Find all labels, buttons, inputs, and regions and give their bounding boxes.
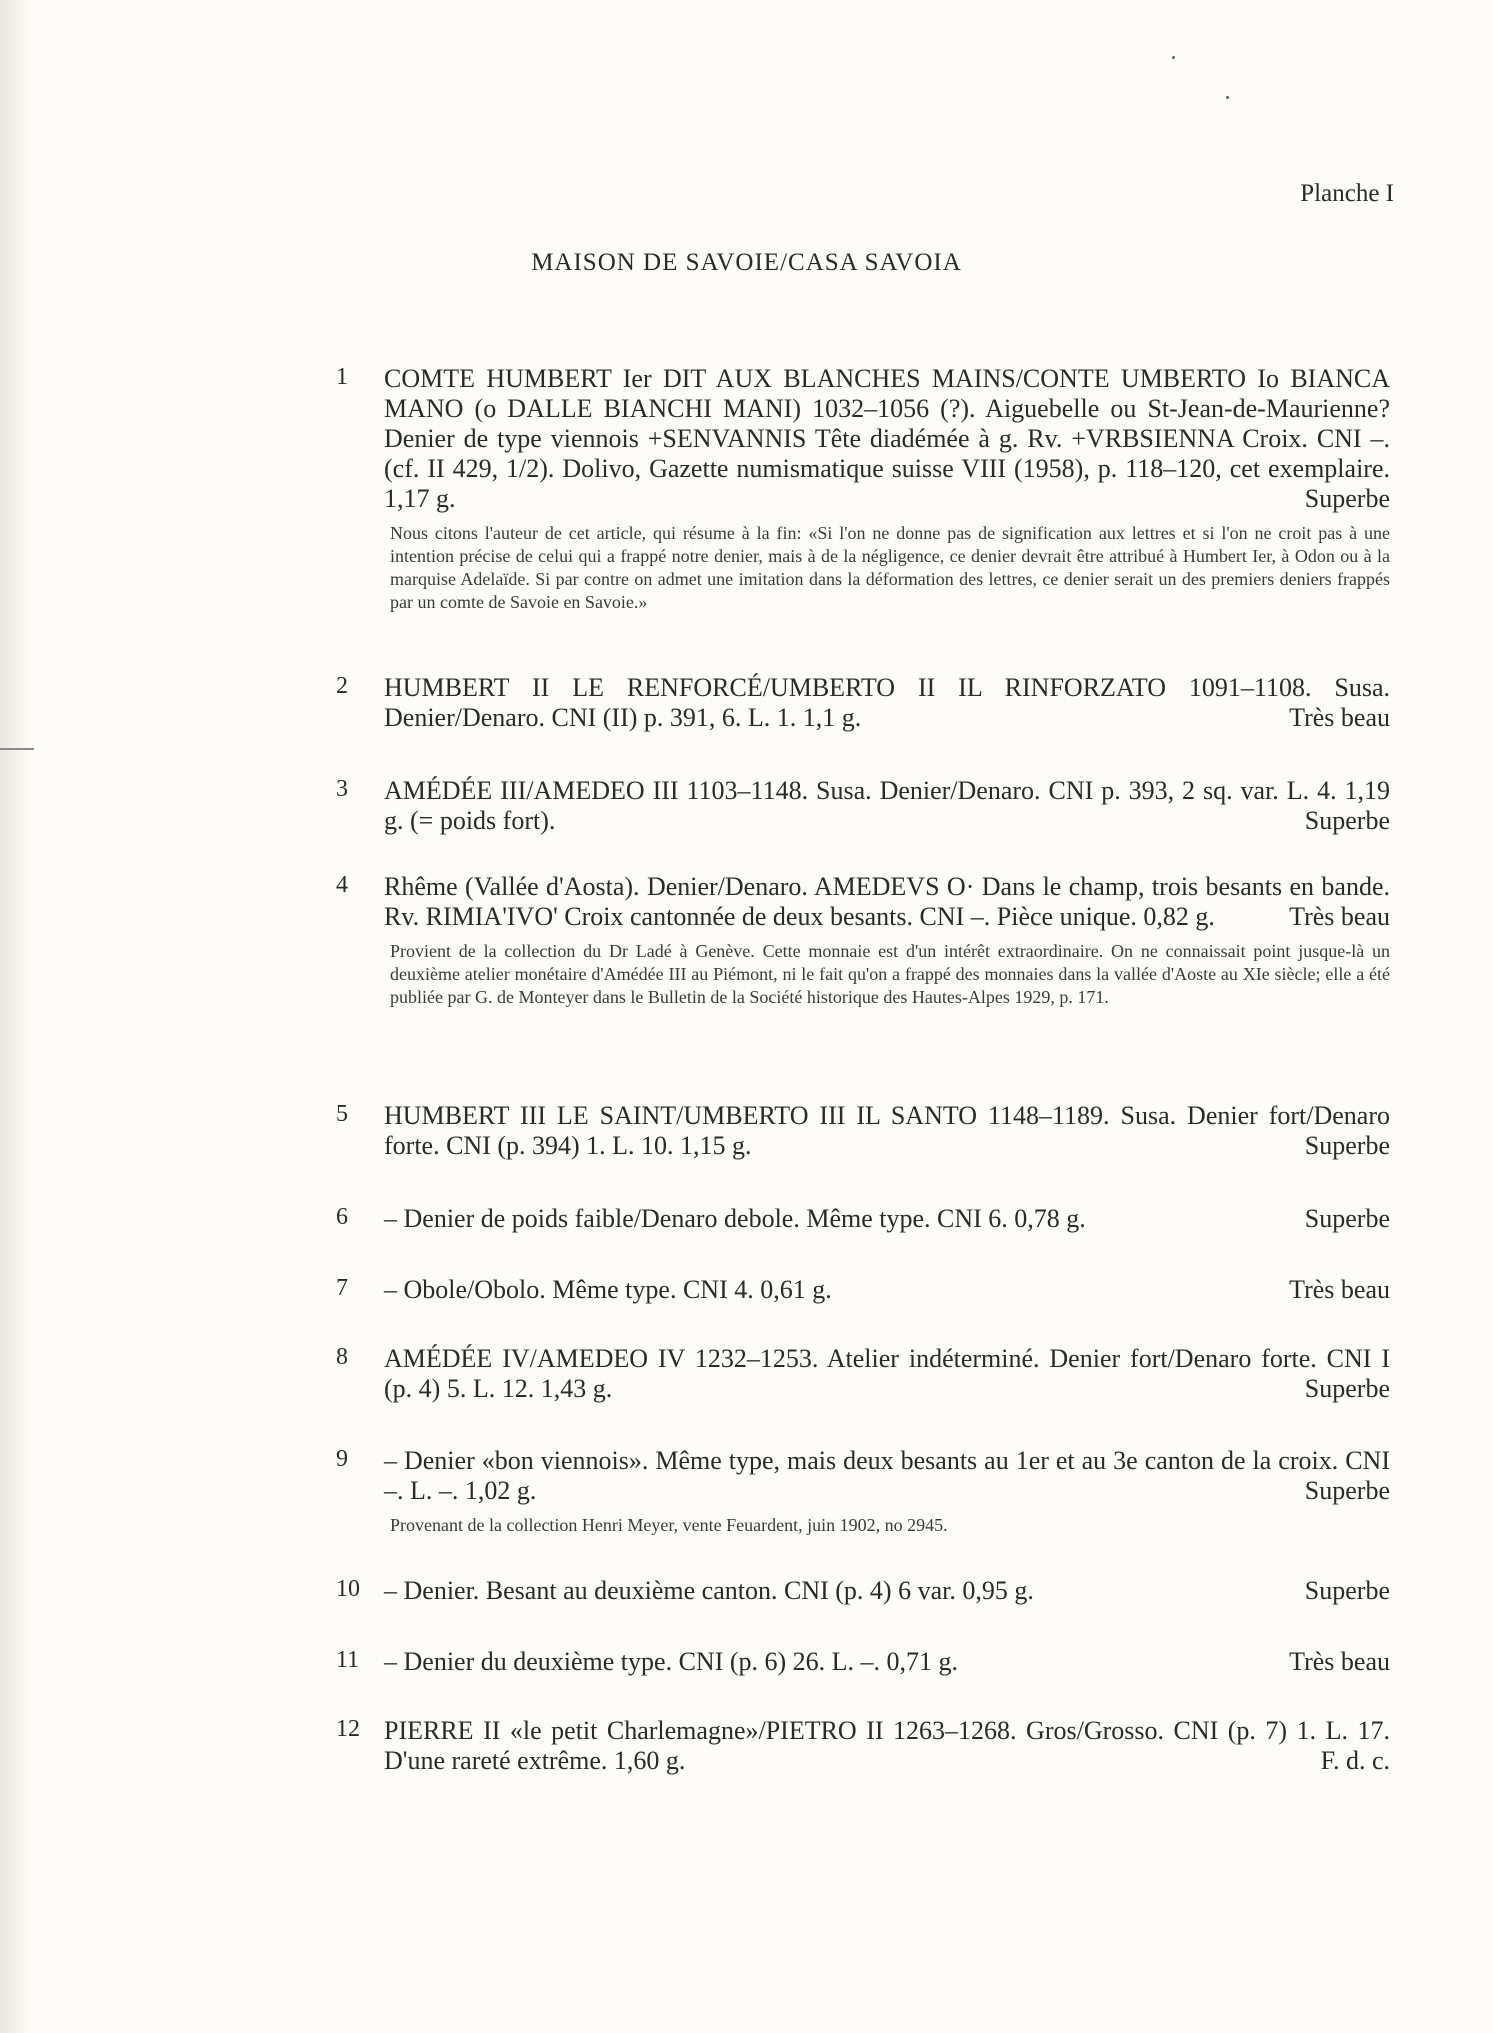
entry-description: – Denier. Besant au deuxième canton. CNI (p. 4) 6 var. 0,95 g. Superbe: [384, 1576, 1390, 1605]
plate-label: Planche I: [1300, 180, 1394, 207]
grade: Très beau: [1289, 1275, 1390, 1304]
catalog-entry-3: [336, 776, 1390, 836]
catalog-entry-12: [336, 1716, 1390, 1776]
entry-description: COMTE HUMBERT Ier DIT AUX BLANCHES MAINS/CONTE UMBERTO Io BIANCA MANO (o DALLE BIANCHI MANI) 1032–1056 (?). Aiguebelle ou St-Jean-de-Maurienne? Denier de type viennois +SENVANNIS Tête diadémée à g. Rv. +VRBSIENNA Croix. CNI –. (cf. II 429, 1/2). Dolivo, Gazette numismatique suisse VIII (1958), p. 118–120, cet exemplaire. 1,17 g. Superbe: [384, 364, 1390, 513]
entry-description: – Obole/Obolo. Même type. CNI 4. 0,61 g. Très beau: [384, 1275, 1390, 1304]
catalog-entry-1: [336, 364, 1390, 614]
entry-number: 12: [336, 1716, 360, 1742]
grade: Superbe: [1304, 1476, 1390, 1505]
entry-number: 1: [336, 364, 348, 390]
grade: Très beau: [1289, 703, 1390, 732]
entry-number: 4: [336, 872, 348, 898]
entry-note: Provenant de la collection Henri Meyer, vente Feuardent, juin 1902, no 2945.: [390, 1515, 948, 1535]
catalog-entry-4: [336, 872, 1390, 1009]
entry-number: 5: [336, 1101, 348, 1127]
entry-number: 6: [336, 1204, 348, 1230]
grade: Superbe: [1304, 1204, 1390, 1233]
entry-number: 9: [336, 1446, 348, 1472]
entry-description: Rhême (Vallée d'Aosta). Denier/Denaro. AMEDEVS O· Dans le champ, trois besants en bande. Rv. RIMIA'IVO' Croix cantonnée de deux besants. CNI –. Pièce unique. 0,82 g. Très beau: [384, 872, 1390, 931]
grade: Superbe: [1304, 484, 1390, 513]
entry-description: PIERRE II «le petit Charlemagne»/PIETRO II 1263–1268. Gros/Grosso. CNI (p. 7) 1. L. 17. D'une rareté extrême. 1,60 g. F. d. c.: [384, 1716, 1390, 1775]
section-title: MAISON DE SAVOIE/CASA SAVOIA: [531, 249, 962, 276]
grade: Superbe: [1304, 1576, 1390, 1605]
grade: Superbe: [1304, 1374, 1390, 1403]
grade: Superbe: [1304, 806, 1390, 835]
catalog-entry-9: [336, 1446, 1390, 1537]
entry-number: 11: [336, 1647, 360, 1673]
catalog-entry-8: [336, 1344, 1390, 1404]
catalog-entry-2: [336, 673, 1390, 733]
catalog-entry-6: [336, 1204, 1390, 1234]
entry-description: – Denier de poids faible/Denaro debole. Même type. CNI 6. 0,78 g. Superbe: [384, 1204, 1390, 1233]
catalog-entry-7: [336, 1275, 1390, 1305]
entry-note: Nous citons l'auteur de cet article, qui résume à la fin: «Si l'on ne donne pas de signification aux lettres et si l'on ne croit pas à une intention précise de celui qui a frappé notre denier, mais à de la négligence, ce denier devrait être attribué à Humbert Ier, à Odon ou à la marquise Adelaïde. Si par contre on admet une imitation dans la déformation des lettres, ce denier serait un des premiers deniers frappés par un comte de Savoie en Savoie.»: [390, 523, 1390, 612]
entry-description: HUMBERT II LE RENFORCÉ/UMBERTO II IL RINFORZATO 1091–1108. Susa. Denier/Denaro. CNI (II) p. 391, 6. L. 1. 1,1 g. Très beau: [384, 673, 1390, 732]
catalog-entry-5: [336, 1101, 1390, 1161]
entry-note: Provient de la collection du Dr Ladé à Genève. Cette monnaie est d'un intérêt extraordinaire. On ne connaissait point jusque-là un deuxième atelier monétaire d'Amédée III au Piémont, ni le fait qu'on a frappé des monnaies dans la vallée d'Aoste au XIe siècle; elle a été publiée par G. de Monteyer dans le Bulletin de la Société historique des Hautes-Alpes 1929, p. 171.: [390, 941, 1390, 1007]
entry-number: 8: [336, 1344, 348, 1370]
entry-description: – Denier «bon viennois». Même type, mais deux besants au 1er et au 3e canton de la croix. CNI –. L. –. 1,02 g. Superbe: [384, 1446, 1390, 1505]
page-edge: [0, 0, 30, 2033]
grade: F. d. c.: [1320, 1746, 1390, 1775]
entry-number: 7: [336, 1275, 348, 1301]
speck: [1172, 56, 1175, 59]
catalog-entry-10: [336, 1576, 1390, 1606]
entry-description: – Denier du deuxième type. CNI (p. 6) 26. L. –. 0,71 g. Très beau: [384, 1647, 1390, 1676]
edge-mark: [0, 748, 34, 750]
entry-description: AMÉDÉE III/AMEDEO III 1103–1148. Susa. Denier/Denaro. CNI p. 393, 2 sq. var. L. 4. 1,19 g. (= poids fort). Superbe: [384, 776, 1390, 835]
entry-number: 3: [336, 776, 348, 802]
grade: Superbe: [1304, 1131, 1390, 1160]
grade: Très beau: [1289, 1647, 1390, 1676]
speck: [1226, 96, 1229, 99]
entry-description: AMÉDÉE IV/AMEDEO IV 1232–1253. Atelier indéterminé. Denier fort/Denaro forte. CNI I (p. 4) 5. L. 12. 1,43 g. Superbe: [384, 1344, 1390, 1403]
entry-description: HUMBERT III LE SAINT/UMBERTO III IL SANTO 1148–1189. Susa. Denier fort/Denaro forte. CNI (p. 394) 1. L. 10. 1,15 g. Superbe: [384, 1101, 1390, 1160]
entry-number: 2: [336, 673, 348, 699]
grade: Très beau: [1289, 902, 1390, 931]
catalog-entry-11: [336, 1647, 1390, 1677]
entry-number: 10: [336, 1576, 360, 1602]
